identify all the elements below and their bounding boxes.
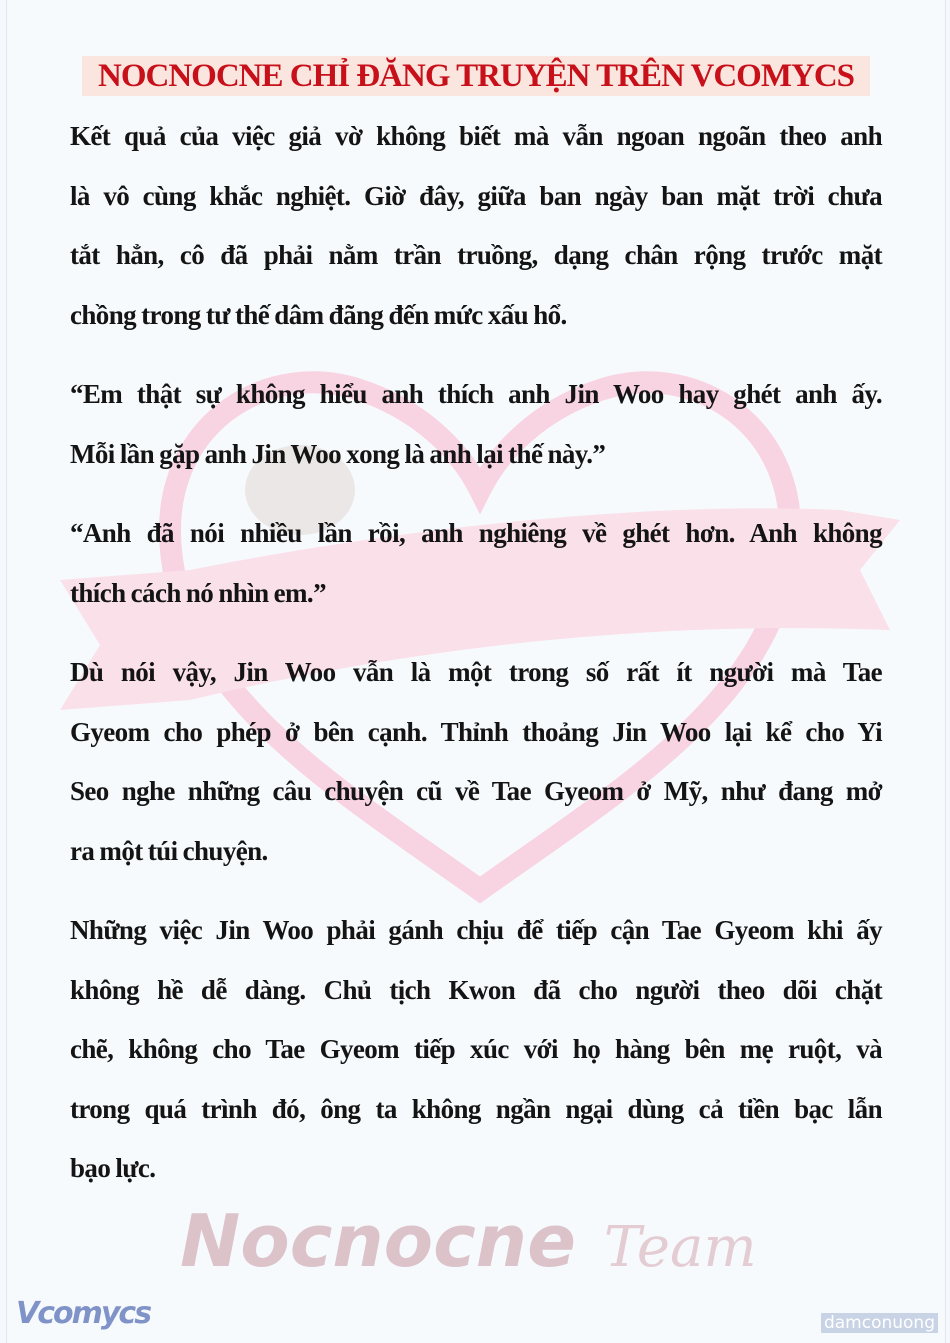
- text-line: Những việc Jin Woo phải gánh chịu để tiếp cận Tae Gyeom khi ấy: [70, 915, 882, 945]
- text-line: Gyeom cho phép ở bên cạnh. Thỉnh thoảng Jin Woo lại kể cho Yi: [70, 716, 882, 747]
- watermark-text: Nocnocne: [180, 1199, 576, 1283]
- watermark-subtext: Team: [603, 1215, 757, 1280]
- text-line: thích cách nó nhìn em.”: [70, 577, 326, 608]
- paragraph: [70, 513, 882, 632]
- text-line: “Anh đã nói nhiều lần rồi, anh nghiêng về ghét hơn. Anh không: [70, 518, 882, 548]
- text-line: trong quá trình đó, ông ta không ngần ngại dùng cả tiền bạc lẫn: [70, 1093, 882, 1124]
- text-line: là vô cùng khắc nghiệt. Giờ đây, giữa ban ngày ban mặt trời chưa: [70, 180, 882, 211]
- paragraph: [70, 910, 882, 1208]
- text-line: bạo lực.: [70, 1153, 156, 1183]
- text-line: Seo nghe những câu chuyện cũ về Tae Gyeom ở Mỹ, như đang mở: [70, 776, 882, 806]
- text-line: chẽ, không cho Tae Gyeom tiếp xúc với họ hàng bên mẹ ruột, và: [70, 1034, 882, 1064]
- text-line: Dù nói vậy, Jin Woo vẫn là một trong số rất ít người mà Tae: [70, 657, 882, 687]
- text-line: tắt hẳn, cô đã phải nằm trần truồng, dạng chân rộng trước mặt: [70, 240, 882, 270]
- text-line: ra một túi chuyện.: [70, 835, 268, 866]
- text-line: “Em thật sự không hiểu anh thích anh Jin Woo hay ghét anh ấy.: [70, 379, 882, 409]
- credit-label: damconuong: [821, 1313, 938, 1333]
- paragraph: [70, 116, 882, 354]
- text-line: Kết quả của việc giả vờ không biết mà vẫn ngoan ngoãn theo anh: [70, 121, 882, 151]
- paragraph: [70, 374, 882, 493]
- paragraph: [70, 652, 882, 890]
- text-line: Mỗi lần gặp anh Jin Woo xong là anh lại thế này.”: [70, 438, 606, 469]
- vcomycs-logo: Vcomycs: [16, 1296, 151, 1331]
- text-line: chồng trong tư thế dâm đãng đến mức xấu hổ.: [70, 299, 567, 330]
- text-line: không hề dễ dàng. Chủ tịch Kwon đã cho người theo dõi chặt: [70, 974, 882, 1005]
- page-title: NOCNOCNE CHỈ ĐĂNG TRUYỆN TRÊN VCOMYCS: [82, 56, 870, 96]
- story-text: [70, 116, 882, 1228]
